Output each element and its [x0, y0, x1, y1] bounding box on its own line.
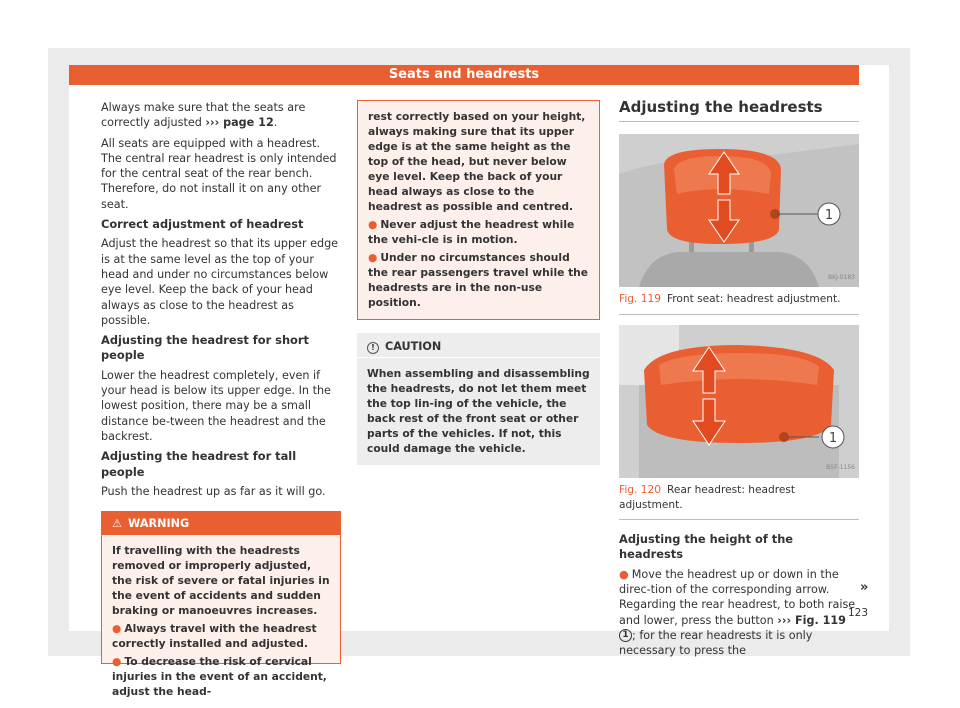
paragraph: ● Move the headrest up or down in the direc-tion of the corresponding arrow. Regarding the rear headrest, to both raise and lower, press the button ››› Fig. 119 1 ; for the rear headrests it is only necessary to press the	[619, 567, 856, 658]
caution-header: ! CAUTION	[357, 333, 600, 358]
warning-header: ⚠ WARNING	[102, 512, 340, 535]
intro-paragraph: Always make sure that the seats are correctly adjusted ››› page 12.	[101, 101, 306, 130]
column-left	[101, 100, 341, 699]
column-right	[619, 100, 859, 664]
caution-body: When assembling and disassembling the headrests, do not let them meet the top lin-ing of the vehicle, the back rest of the front seat or other parts of the vehicles. If not, this could damage the vehicle.	[367, 367, 590, 456]
page-link[interactable]: ››› page 12	[205, 116, 274, 130]
paragraph: Push the headrest up as far as it will go.	[101, 484, 326, 498]
svg-text:1: 1	[828, 430, 838, 446]
figure-120-image	[619, 325, 859, 478]
figure-119-image	[619, 134, 859, 287]
bullet-icon: ●	[112, 655, 122, 669]
warning-continuation-box: rest correctly based on your height, always making sure that its upper edge is at the same height as the top of the head, but never below eye level. Keep the back of your head always as close to the headrest as possible and centred. ● Never adjust the headrest while the vehi-cle is in motion. ● Under no circumstances should the rear passengers travel while the headrests are in the non-use position.	[357, 100, 600, 320]
figure-120	[619, 325, 859, 521]
subheading: Correct adjustment of headrest	[101, 217, 304, 232]
section-title: Adjusting the headrests	[619, 100, 859, 122]
page-number: 123	[848, 607, 869, 619]
subheading: Adjusting the headrest for short people	[101, 333, 309, 363]
figure-link[interactable]: ››› Fig. 119	[777, 613, 846, 627]
front-headrest-illustration	[619, 134, 859, 287]
figure-code: BKJ-0183	[827, 274, 855, 281]
warning-box	[101, 511, 341, 699]
figure-code: B5F-1156	[826, 464, 855, 472]
paragraph: Lower the headrest completely, even if your head is below its upper edge. In the lowest position, there may be a small distance be-tween the headrest and the backrest.	[101, 368, 331, 443]
figure-119	[619, 134, 859, 314]
warning-triangle-icon: ⚠	[112, 517, 123, 531]
figure-number: Fig. 119	[619, 293, 661, 306]
bullet-icon: ●	[368, 251, 378, 264]
caution-box	[357, 333, 600, 465]
svg-text:1: 1	[824, 208, 834, 224]
callout-1-icon: 1	[619, 629, 632, 642]
bullet-icon: ●	[368, 218, 378, 231]
column-middle	[357, 100, 600, 465]
subheading: Adjusting the height of the headrests	[619, 532, 794, 562]
paragraph: All seats are equipped with a headrest. The central rear headrest is only intended for the central seat of the rear bench. Therefore, do not install it on any other seat.	[101, 136, 337, 211]
continue-marker: »	[860, 580, 869, 595]
figure-caption: Fig. 120 Rear headrest: headrest adjustment.	[619, 483, 796, 511]
figure-number: Fig. 120	[619, 483, 661, 496]
subheading: Adjusting the headrest for tall people	[101, 449, 297, 479]
caution-icon: !	[367, 342, 379, 354]
bullet-icon: ●	[112, 622, 122, 636]
figure-caption: Fig. 119 Front seat: headrest adjustment.	[619, 293, 841, 306]
rear-headrest-illustration	[619, 325, 859, 478]
warning-body: If travelling with the headrests removed or improperly adjusted, the risk of severe or fatal injuries in the event of accidents and sudden braking or manoeuvres increases. ● Always travel with the headrest correctly installed and adjusted. ● To decrease the risk of cervical injuries in the event of an accident, adjust the head-	[112, 544, 330, 699]
paragraph: Adjust the headrest so that its upper edge is at the same level as the top of your head and under no circumstances below eye level. Keep the back of your head always as close to the headrest as possible.	[101, 237, 339, 327]
bullet-icon: ●	[619, 567, 629, 581]
section-header: Seats and headrests	[69, 65, 859, 85]
